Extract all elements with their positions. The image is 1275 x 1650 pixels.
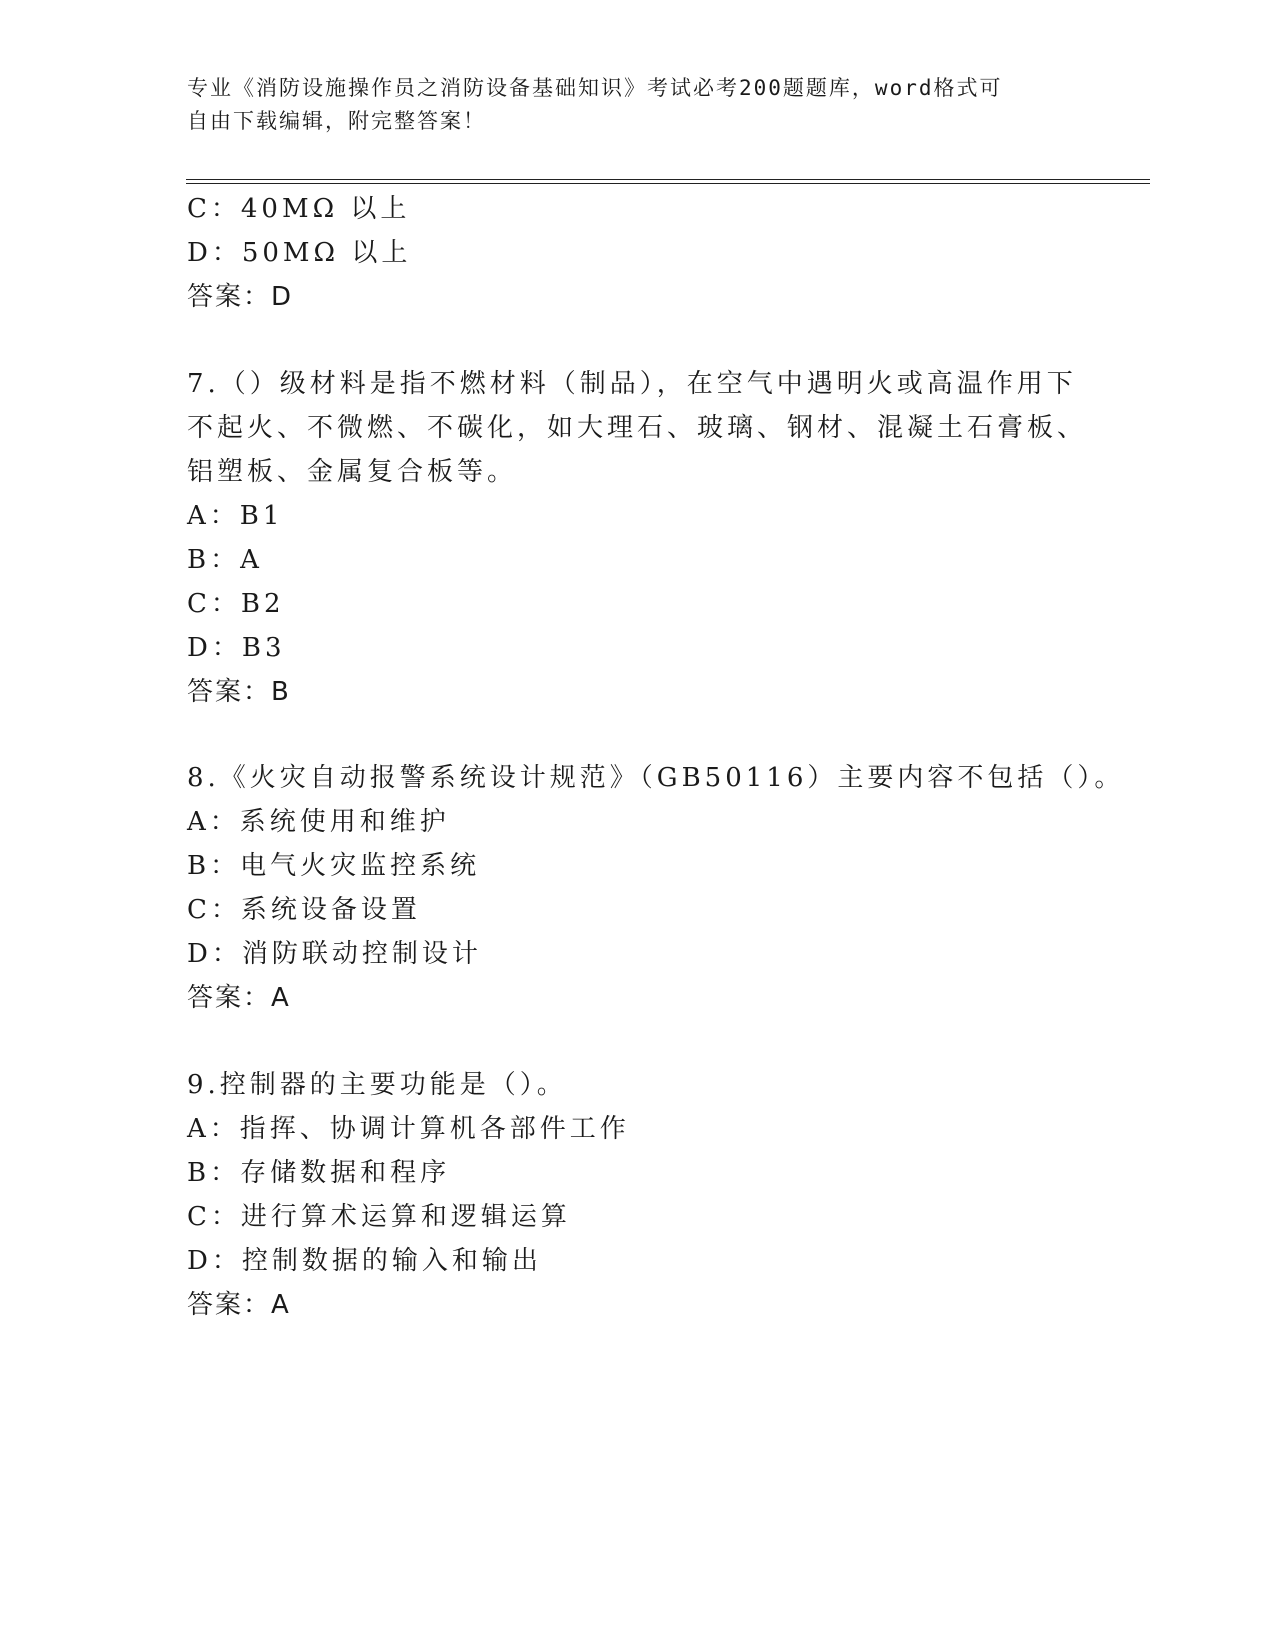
option-c: C：40MΩ 以上 — [187, 194, 411, 224]
question-9-stem-line-1: 9.控制器的主要功能是（）。 — [187, 1070, 567, 1100]
question-8-answer: 答案：A — [187, 983, 291, 1013]
question-8-stem-line-1: 8.《火灾自动报警系统设计规范》（GB50116）主要内容不包括（）。 — [187, 763, 1125, 793]
question-9-option-d: D：控制数据的输入和输出 — [187, 1246, 542, 1276]
question-7-option-b: B：A — [187, 545, 263, 575]
question-7-option-a: A：B1 — [187, 501, 284, 531]
question-7-option-c: C：B2 — [187, 589, 285, 619]
answer-line: 答案：D — [187, 282, 294, 312]
question-8-option-b: B：电气火灾监控系统 — [187, 851, 481, 881]
question-7-stem-line-1: 7.（）级材料是指不燃材料（制品），在空气中遇明火或高温作用下 — [187, 369, 1077, 399]
document-header — [187, 72, 1087, 138]
question-8-option-c: C：系统设备设置 — [187, 895, 421, 925]
question-7-option-d: D：B3 — [187, 633, 286, 663]
question-9-option-b: B：存储数据和程序 — [187, 1158, 451, 1188]
question-9-option-c: C：进行算术运算和逻辑运算 — [187, 1202, 571, 1232]
question-9-option-a: A：指挥、协调计算机各部件工作 — [187, 1114, 630, 1144]
option-d: D：50MΩ 以上 — [187, 238, 412, 268]
header-line-2: 自由下载编辑，附完整答案！ — [187, 109, 486, 133]
header-divider-bottom — [186, 183, 1150, 184]
question-8-option-d: D：消防联动控制设计 — [187, 939, 482, 969]
question-7-stem-line-2: 不起火、不微燃、不碳化，如大理石、玻璃、钢材、混凝土石膏板、 — [187, 413, 1088, 443]
header-divider-top — [186, 179, 1150, 180]
question-9-answer: 答案：A — [187, 1290, 291, 1320]
question-7-stem-line-3: 铝塑板、金属复合板等。 — [187, 457, 518, 487]
question-7-answer: 答案：B — [187, 677, 291, 707]
question-8-option-a: A：系统使用和维护 — [187, 807, 450, 837]
header-line-1: 专业《消防设施操作员之消防设备基础知识》考试必考200题题库，word格式可 — [187, 76, 1003, 100]
